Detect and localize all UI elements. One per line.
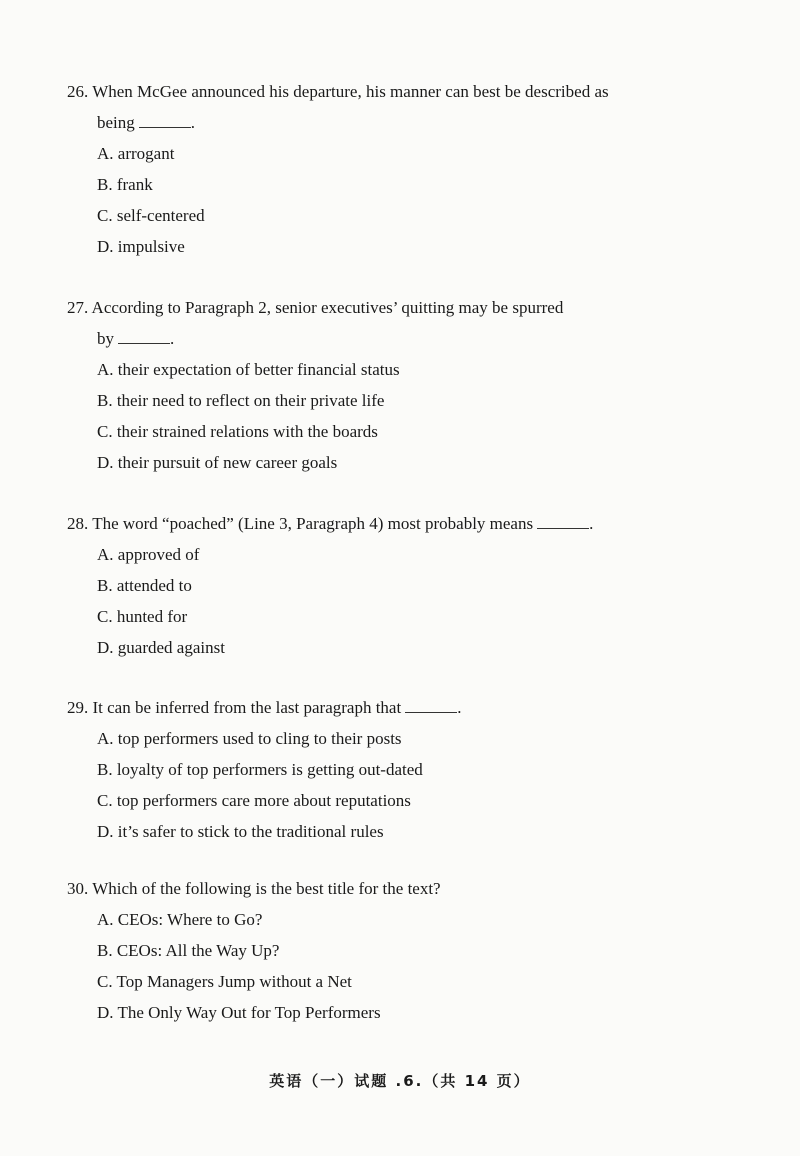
question-30 <box>67 873 707 1028</box>
option-c: C. their strained relations with the boards <box>97 422 378 441</box>
question-stem: 29. It can be inferred from the last paragraph that . <box>67 698 462 717</box>
option-d: D. The Only Way Out for Top Performers <box>97 1003 381 1022</box>
question-27: 27. According to Paragraph 2, senior executives’ quitting may be spurred by . A. their expectation of better financial status B. their need to reflect on their private life C. their strained relations with the boards D. their pursuit of new career goals <box>67 292 707 478</box>
option-b: B. frank <box>97 175 153 194</box>
question-stem: 28. The word “poached” (Line 3, Paragraph 4) most probably means . <box>67 514 594 533</box>
options-list <box>67 138 707 262</box>
options-list <box>67 904 707 1028</box>
option-d: D. guarded against <box>97 638 225 657</box>
answer-blank <box>405 698 457 713</box>
question-28 <box>67 508 707 663</box>
option-b: B. CEOs: All the Way Up? <box>97 941 280 960</box>
option-d: D. their pursuit of new career goals <box>97 453 338 472</box>
option-b: B. attended to <box>97 576 192 595</box>
option-a: A. top performers used to cling to their posts <box>97 729 402 748</box>
option-b: B. loyalty of top performers is getting out-dated <box>97 760 423 779</box>
options-list <box>67 723 707 847</box>
option-a: A. CEOs: Where to Go? <box>97 910 263 929</box>
option-c: C. self-centered <box>97 206 205 225</box>
option-c: C. hunted for <box>97 607 188 626</box>
option-a: A. arrogant <box>97 144 175 163</box>
option-c: C. Top Managers Jump without a Net <box>97 972 352 991</box>
options-list <box>67 354 707 478</box>
answer-blank <box>537 514 589 529</box>
question-stem: 30. Which of the following is the best title for the text? <box>67 879 441 898</box>
question-stem: 27. According to Paragraph 2, senior executives’ quitting may be spurred <box>67 298 564 317</box>
option-d: D. impulsive <box>97 237 185 256</box>
answer-blank <box>118 329 170 344</box>
answer-blank <box>139 113 191 128</box>
page-footer: 英语（一）试题 .6.（共 14 页） <box>269 1072 531 1090</box>
option-a: A. approved of <box>97 545 200 564</box>
question-29 <box>67 692 707 847</box>
option-a: A. their expectation of better financial status <box>97 360 400 379</box>
option-b: B. their need to reflect on their private life <box>97 391 385 410</box>
option-d: D. it’s safer to stick to the traditional rules <box>97 822 384 841</box>
question-stem: 26. When McGee announced his departure, his manner can best be described as <box>67 82 609 101</box>
question-26: 26. When McGee announced his departure, his manner can best be described as being . A. arrogant B. frank C. self-centered D. impulsive <box>67 76 707 262</box>
option-c: C. top performers care more about reputations <box>97 791 411 810</box>
options-list <box>67 539 707 663</box>
